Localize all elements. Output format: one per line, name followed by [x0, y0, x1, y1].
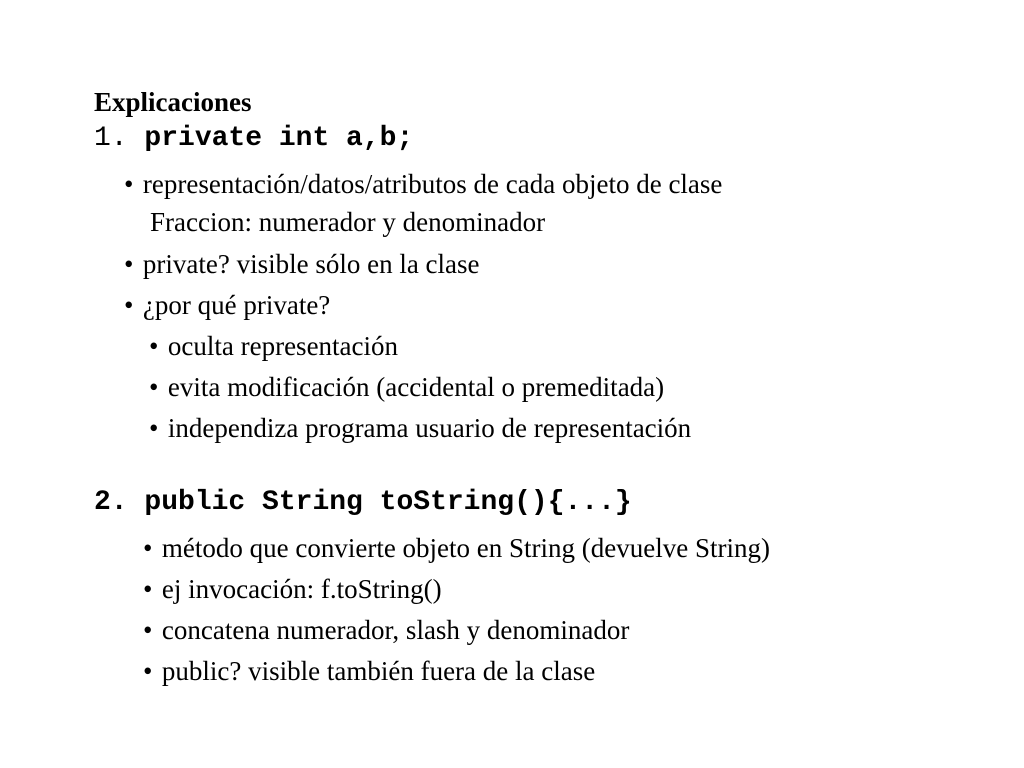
section2-number: 2. — [94, 487, 128, 518]
section2-bullet-3-text: concatena numerador, slash y denominador — [161, 615, 630, 645]
section1-bullet-2 — [124, 251, 480, 278]
section1-bullet-1-text: representación/datos/atributos de cada objeto de clase — [142, 169, 723, 199]
section2-bullet-4-text: public? visible también fuera de la clase — [161, 656, 596, 686]
section1-sub-bullet-1 — [149, 333, 398, 360]
bullet-icon: • — [149, 413, 159, 443]
section1-bullet-3-text: ¿por qué private? — [142, 290, 331, 320]
section2-bullet-2-text: ej invocación: f.toString() — [161, 574, 442, 604]
section1-bullet-2-text: private? visible sólo en la clase — [142, 249, 480, 279]
bullet-icon: • — [149, 372, 159, 402]
section2-bullet-4 — [143, 658, 595, 685]
section1-sub-bullet-2-text: evita modificación (accidental o premeditada) — [167, 372, 665, 402]
bullet-icon: • — [149, 331, 159, 361]
bullet-icon: • — [143, 574, 153, 604]
section1-bullet-3 — [124, 292, 330, 319]
section1-sub-bullet-1-text: oculta representación — [167, 331, 399, 361]
bullet-icon: • — [124, 169, 134, 199]
section2-bullet-1 — [143, 535, 770, 562]
section2-code: public String toString(){...} — [144, 487, 632, 518]
section2-bullet-2 — [143, 576, 442, 603]
bullet-icon: • — [143, 533, 153, 563]
section1-sub-bullet-2 — [149, 374, 664, 401]
section1-bullet-1-continuation: Fraccion: numerador y denominador — [150, 207, 546, 237]
bullet-icon: • — [143, 656, 153, 686]
slide-heading: Explicaciones — [94, 87, 252, 117]
section1-bullet-1 — [124, 171, 722, 198]
section1-number: 1. — [94, 123, 128, 154]
section1-code: private int a,b; — [144, 123, 414, 154]
bullet-icon: • — [124, 249, 134, 279]
bullet-icon: • — [124, 290, 134, 320]
section1-sub-bullet-3 — [149, 415, 691, 442]
section2-code-line — [94, 489, 632, 517]
section1-code-line — [94, 125, 413, 153]
bullet-icon: • — [143, 615, 153, 645]
section1-sub-bullet-3-text: independiza programa usuario de representación — [167, 413, 692, 443]
section2-bullet-1-text: método que convierte objeto en String (devuelve String) — [161, 533, 770, 563]
section2-bullet-3 — [143, 617, 629, 644]
